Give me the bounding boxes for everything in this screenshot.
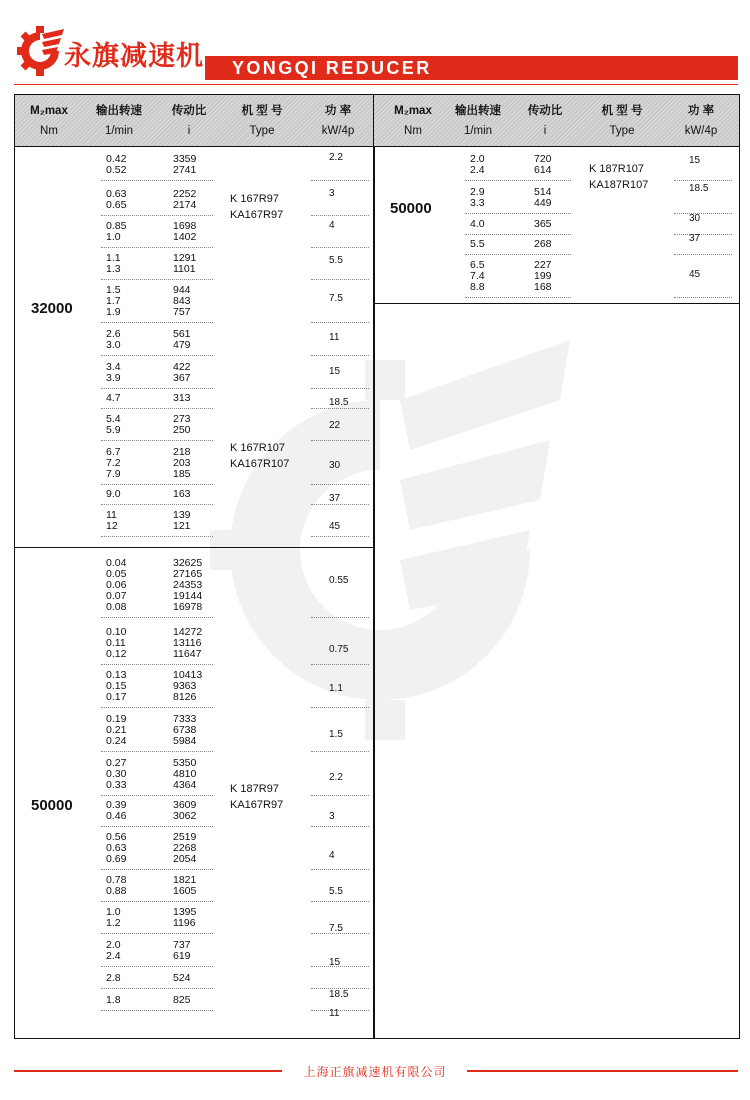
- speed-value: 0.17: [106, 691, 127, 703]
- ratio-value: 2054: [173, 853, 197, 865]
- col-header-type-unit: Type: [249, 125, 275, 137]
- col-header-power-unit: kW/4p: [321, 125, 355, 137]
- speed-value: 0.06: [106, 579, 127, 591]
- section-divider: [15, 547, 374, 548]
- group-divider: [465, 180, 571, 181]
- speed-value: 6.7: [106, 446, 121, 458]
- power-value: 15: [329, 957, 341, 968]
- power-value: 45: [329, 521, 341, 532]
- speed-value: 4.0: [470, 218, 485, 230]
- power-divider: [674, 234, 732, 235]
- group-divider: [101, 966, 213, 967]
- ratio-value: 1698: [173, 220, 197, 232]
- group-divider: [101, 901, 213, 902]
- speed-value: 0.12: [106, 648, 127, 660]
- speed-value: 0.21: [106, 724, 127, 736]
- speed-value: 0.63: [106, 188, 127, 200]
- col-header-speed: 输出转速: [455, 105, 501, 117]
- footer-company-name: 上海正旗减速机有限公司: [303, 1065, 447, 1079]
- ratio-value: 168: [534, 281, 552, 293]
- speed-value: 7.2: [106, 457, 121, 469]
- group-divider: [101, 504, 213, 505]
- speed-value: 0.05: [106, 568, 127, 580]
- power-value: 3: [329, 811, 335, 822]
- power-divider: [311, 869, 369, 870]
- speed-value: 1.7: [106, 295, 121, 307]
- col-header-torque-unit: Nm: [404, 125, 422, 137]
- group-divider: [101, 664, 213, 665]
- power-divider: [311, 795, 369, 796]
- col-header-power-unit: kW/4p: [684, 125, 718, 137]
- model-type-line1: K 187R97: [230, 783, 279, 795]
- speed-value: 1.2: [106, 917, 121, 929]
- group-divider: [465, 254, 571, 255]
- power-value: 11: [329, 1008, 340, 1019]
- col-header-ratio: 传动比: [171, 105, 207, 117]
- power-value: 5.5: [329, 886, 343, 897]
- ratio-value: 2252: [173, 188, 197, 200]
- ratio-value: 5350: [173, 757, 197, 769]
- ratio-value: 268: [534, 238, 552, 250]
- power-value: 30: [329, 460, 341, 471]
- speed-value: 1.0: [106, 231, 121, 243]
- col-header-torque: M₂max: [30, 105, 68, 117]
- group-divider: [101, 795, 213, 796]
- speed-value: 1.0: [106, 906, 121, 918]
- group-divider: [101, 215, 213, 216]
- section-divider: [374, 303, 739, 304]
- power-divider: [311, 617, 369, 618]
- speed-value: 0.52: [106, 164, 127, 176]
- speed-value: 0.78: [106, 874, 127, 886]
- speed-value: 3.0: [106, 339, 121, 351]
- power-value: 22: [329, 420, 341, 431]
- ratio-value: 479: [173, 339, 191, 351]
- speed-value: 0.39: [106, 799, 127, 811]
- left-table: [14, 94, 375, 1039]
- power-value: 3: [329, 188, 335, 199]
- speed-value: 0.08: [106, 601, 127, 613]
- speed-value: 5.5: [470, 238, 485, 250]
- power-divider: [311, 536, 369, 537]
- group-divider: [465, 297, 571, 298]
- ratio-value: 2741: [173, 164, 197, 176]
- speed-value: 0.56: [106, 831, 127, 843]
- ratio-value: 561: [173, 328, 191, 340]
- ratio-value: 24353: [173, 579, 203, 591]
- power-divider: [674, 180, 732, 181]
- speed-value: 2.9: [470, 186, 485, 198]
- ratio-value: 11647: [173, 648, 202, 660]
- speed-value: 2.0: [470, 153, 485, 165]
- power-divider: [311, 901, 369, 902]
- group-divider: [101, 440, 213, 441]
- group-divider: [465, 213, 571, 214]
- speed-value: 0.27: [106, 757, 127, 769]
- speed-value: 4.7: [106, 392, 121, 404]
- col-header-power: 功 率: [324, 105, 352, 117]
- ratio-value: 757: [173, 306, 191, 318]
- power-divider: [311, 1010, 369, 1011]
- group-divider: [101, 279, 213, 280]
- power-divider: [311, 826, 369, 827]
- ratio-value: 843: [173, 295, 191, 307]
- brand-name-english: YONGQI REDUCER: [232, 58, 432, 78]
- col-header-torque: M₂max: [394, 105, 432, 117]
- group-divider: [101, 751, 213, 752]
- ratio-value: 365: [534, 218, 552, 230]
- ratio-value: 273: [173, 413, 191, 425]
- ratio-value: 1402: [173, 231, 197, 243]
- ratio-value: 1291: [173, 252, 197, 264]
- power-value: 0.55: [329, 575, 349, 586]
- speed-value: 6.5: [470, 259, 485, 271]
- speed-value: 0.63: [106, 842, 127, 854]
- speed-value: 3.4: [106, 361, 121, 373]
- ratio-value: 4810: [173, 768, 197, 780]
- speed-value: 0.46: [106, 810, 127, 822]
- col-header-speed-unit: 1/min: [463, 125, 493, 137]
- power-value: 45: [689, 269, 701, 280]
- group-divider: [101, 322, 213, 323]
- ratio-value: 250: [173, 424, 191, 436]
- speed-value: 0.24: [106, 735, 127, 747]
- power-divider: [311, 504, 369, 505]
- col-header-speed: 输出转速: [96, 105, 142, 117]
- torque-value: 50000: [390, 200, 432, 217]
- ratio-value: 3062: [173, 810, 197, 822]
- model-type-line2: KA167R107: [230, 458, 290, 470]
- col-header-type: 机 型 号: [241, 105, 283, 117]
- power-value: 0.75: [329, 644, 349, 655]
- power-value: 15: [329, 366, 341, 377]
- power-divider: [311, 388, 369, 389]
- speed-value: 1.9: [106, 306, 121, 318]
- power-value: 7.5: [329, 923, 343, 934]
- power-divider: [674, 254, 732, 255]
- header-rule: [14, 84, 738, 85]
- speed-value: 1.5: [106, 284, 121, 296]
- ratio-value: 139: [173, 509, 191, 521]
- group-divider: [101, 355, 213, 356]
- ratio-value: 7333: [173, 713, 197, 725]
- speed-value: 0.07: [106, 590, 127, 602]
- ratio-value: 825: [173, 994, 191, 1006]
- speed-value: 2.0: [106, 939, 121, 951]
- group-divider: [101, 484, 213, 485]
- brand-name-chinese: 永旗减速机: [64, 41, 204, 72]
- speed-value: 3.3: [470, 197, 485, 209]
- col-header-type: 机 型 号: [601, 105, 643, 117]
- speed-value: 2.6: [106, 328, 121, 340]
- ratio-value: 218: [173, 446, 191, 458]
- group-divider: [101, 1010, 213, 1011]
- group-divider: [101, 617, 213, 618]
- speed-value: 7.4: [470, 270, 485, 282]
- group-divider: [465, 234, 571, 235]
- ratio-value: 422: [173, 361, 191, 373]
- speed-value: 1.1: [106, 252, 121, 264]
- ratio-value: 1196: [173, 917, 196, 929]
- col-header-type-unit: Type: [609, 125, 635, 137]
- col-header-ratio-unit: i: [543, 125, 547, 137]
- ratio-value: 8126: [173, 691, 197, 703]
- power-value: 37: [689, 233, 701, 244]
- power-value: 1.5: [329, 729, 343, 740]
- speed-value: 7.9: [106, 468, 121, 480]
- ratio-value: 13116: [173, 637, 202, 649]
- ratio-value: 2268: [173, 842, 197, 854]
- ratio-value: 367: [173, 372, 191, 384]
- ratio-value: 227: [534, 259, 552, 271]
- power-divider: [674, 213, 732, 214]
- speed-value: 2.4: [106, 950, 121, 962]
- col-header-torque-unit: Nm: [40, 125, 58, 137]
- ratio-value: 720: [534, 153, 552, 165]
- power-value: 2.2: [329, 772, 343, 783]
- group-divider: [101, 826, 213, 827]
- col-header-ratio-unit: i: [187, 125, 191, 137]
- speed-value: 0.11: [106, 637, 126, 649]
- group-divider: [101, 388, 213, 389]
- ratio-value: 1395: [173, 906, 197, 918]
- speed-value: 3.9: [106, 372, 121, 384]
- power-divider: [311, 664, 369, 665]
- speed-value: 1.8: [106, 994, 121, 1006]
- power-value: 7.5: [329, 293, 343, 304]
- speed-value: 0.19: [106, 713, 127, 725]
- group-divider: [101, 408, 213, 409]
- speed-value: 5.9: [106, 424, 121, 436]
- ratio-value: 2174: [173, 199, 197, 211]
- ratio-value: 5984: [173, 735, 197, 747]
- power-divider: [311, 180, 369, 181]
- ratio-value: 199: [534, 270, 552, 282]
- ratio-value: 1821: [173, 874, 197, 886]
- ratio-value: 4364: [173, 779, 197, 791]
- power-value: 18.5: [329, 397, 349, 408]
- power-divider: [311, 215, 369, 216]
- ratio-value: 185: [173, 468, 191, 480]
- speed-value: 0.85: [106, 220, 127, 232]
- ratio-value: 449: [534, 197, 552, 209]
- power-value: 11: [329, 332, 340, 343]
- left-table-header: [15, 95, 374, 147]
- speed-value: 0.10: [106, 626, 127, 638]
- ratio-value: 32625: [173, 557, 203, 569]
- group-divider: [101, 536, 213, 537]
- power-value: 4: [329, 220, 335, 231]
- speed-value: 8.8: [470, 281, 485, 293]
- col-header-speed-unit: 1/min: [104, 125, 134, 137]
- speed-value: 11: [106, 509, 117, 521]
- group-divider: [101, 933, 213, 934]
- speed-value: 0.88: [106, 885, 127, 897]
- ratio-value: 2519: [173, 831, 197, 843]
- model-type-line1: K 167R97: [230, 193, 279, 205]
- ratio-value: 121: [173, 520, 191, 532]
- col-header-power: 功 率: [687, 105, 715, 117]
- ratio-value: 1605: [173, 885, 197, 897]
- speed-value: 0.42: [106, 153, 127, 165]
- ratio-value: 944: [173, 284, 191, 296]
- power-divider: [311, 247, 369, 248]
- speed-value: 2.4: [470, 164, 485, 176]
- yongqi-logo-icon: [14, 26, 66, 76]
- ratio-value: 524: [173, 972, 191, 984]
- ratio-value: 614: [534, 164, 552, 176]
- power-divider: [674, 297, 732, 298]
- power-value: 1.1: [329, 683, 343, 694]
- group-divider: [101, 988, 213, 989]
- group-divider: [101, 707, 213, 708]
- speed-value: 5.4: [106, 413, 121, 425]
- model-type-line2: KA187R107: [589, 179, 649, 191]
- model-type-line2: KA167R97: [230, 209, 284, 221]
- ratio-value: 10413: [173, 669, 203, 681]
- ratio-value: 14272: [173, 626, 203, 638]
- right-table-header: [374, 95, 739, 147]
- model-type-line1: K 167R107: [230, 442, 286, 454]
- ratio-value: 27165: [173, 568, 203, 580]
- ratio-value: 203: [173, 457, 191, 469]
- power-divider: [311, 408, 369, 409]
- speed-value: 0.15: [106, 680, 127, 692]
- speed-value: 1.3: [106, 263, 121, 275]
- power-divider: [311, 279, 369, 280]
- power-divider: [311, 484, 369, 485]
- ratio-value: 3609: [173, 799, 197, 811]
- ratio-value: 619: [173, 950, 191, 962]
- model-type-line2: KA167R97: [230, 799, 284, 811]
- ratio-value: 163: [173, 488, 191, 500]
- speed-value: 0.69: [106, 853, 127, 865]
- power-value: 4: [329, 850, 335, 861]
- ratio-value: 3359: [173, 153, 197, 165]
- torque-value: 50000: [31, 797, 73, 814]
- col-header-ratio: 传动比: [527, 105, 563, 117]
- ratio-value: 6738: [173, 724, 197, 736]
- speed-value: 9.0: [106, 488, 121, 500]
- power-divider: [311, 440, 369, 441]
- speed-value: 0.13: [106, 669, 127, 681]
- group-divider: [101, 180, 213, 181]
- power-value: 30: [689, 213, 701, 224]
- speed-value: 0.30: [106, 768, 127, 780]
- ratio-value: 514: [534, 186, 552, 198]
- group-divider: [101, 247, 213, 248]
- power-value: 5.5: [329, 255, 343, 266]
- power-divider: [311, 322, 369, 323]
- group-divider: [101, 869, 213, 870]
- speed-value: 12: [106, 520, 118, 532]
- ratio-value: 19144: [173, 590, 203, 602]
- power-value: 18.5: [329, 989, 349, 1000]
- model-type-line1: K 187R107: [589, 163, 645, 175]
- speed-value: 0.65: [106, 199, 127, 211]
- power-value: 18.5: [689, 183, 709, 194]
- ratio-value: 16978: [173, 601, 203, 613]
- power-divider: [311, 707, 369, 708]
- ratio-value: 737: [173, 939, 191, 951]
- power-divider: [311, 355, 369, 356]
- ratio-value: 9363: [173, 680, 197, 692]
- power-value: 2.2: [329, 152, 343, 163]
- ratio-value: 1101: [173, 263, 196, 275]
- power-divider: [311, 751, 369, 752]
- right-table: [373, 94, 740, 1039]
- speed-value: 0.33: [106, 779, 127, 791]
- ratio-value: 313: [173, 392, 191, 404]
- torque-value: 32000: [31, 300, 73, 317]
- speed-value: 2.8: [106, 972, 121, 984]
- power-value: 37: [329, 493, 341, 504]
- speed-value: 0.04: [106, 557, 127, 569]
- power-value: 15: [689, 155, 701, 166]
